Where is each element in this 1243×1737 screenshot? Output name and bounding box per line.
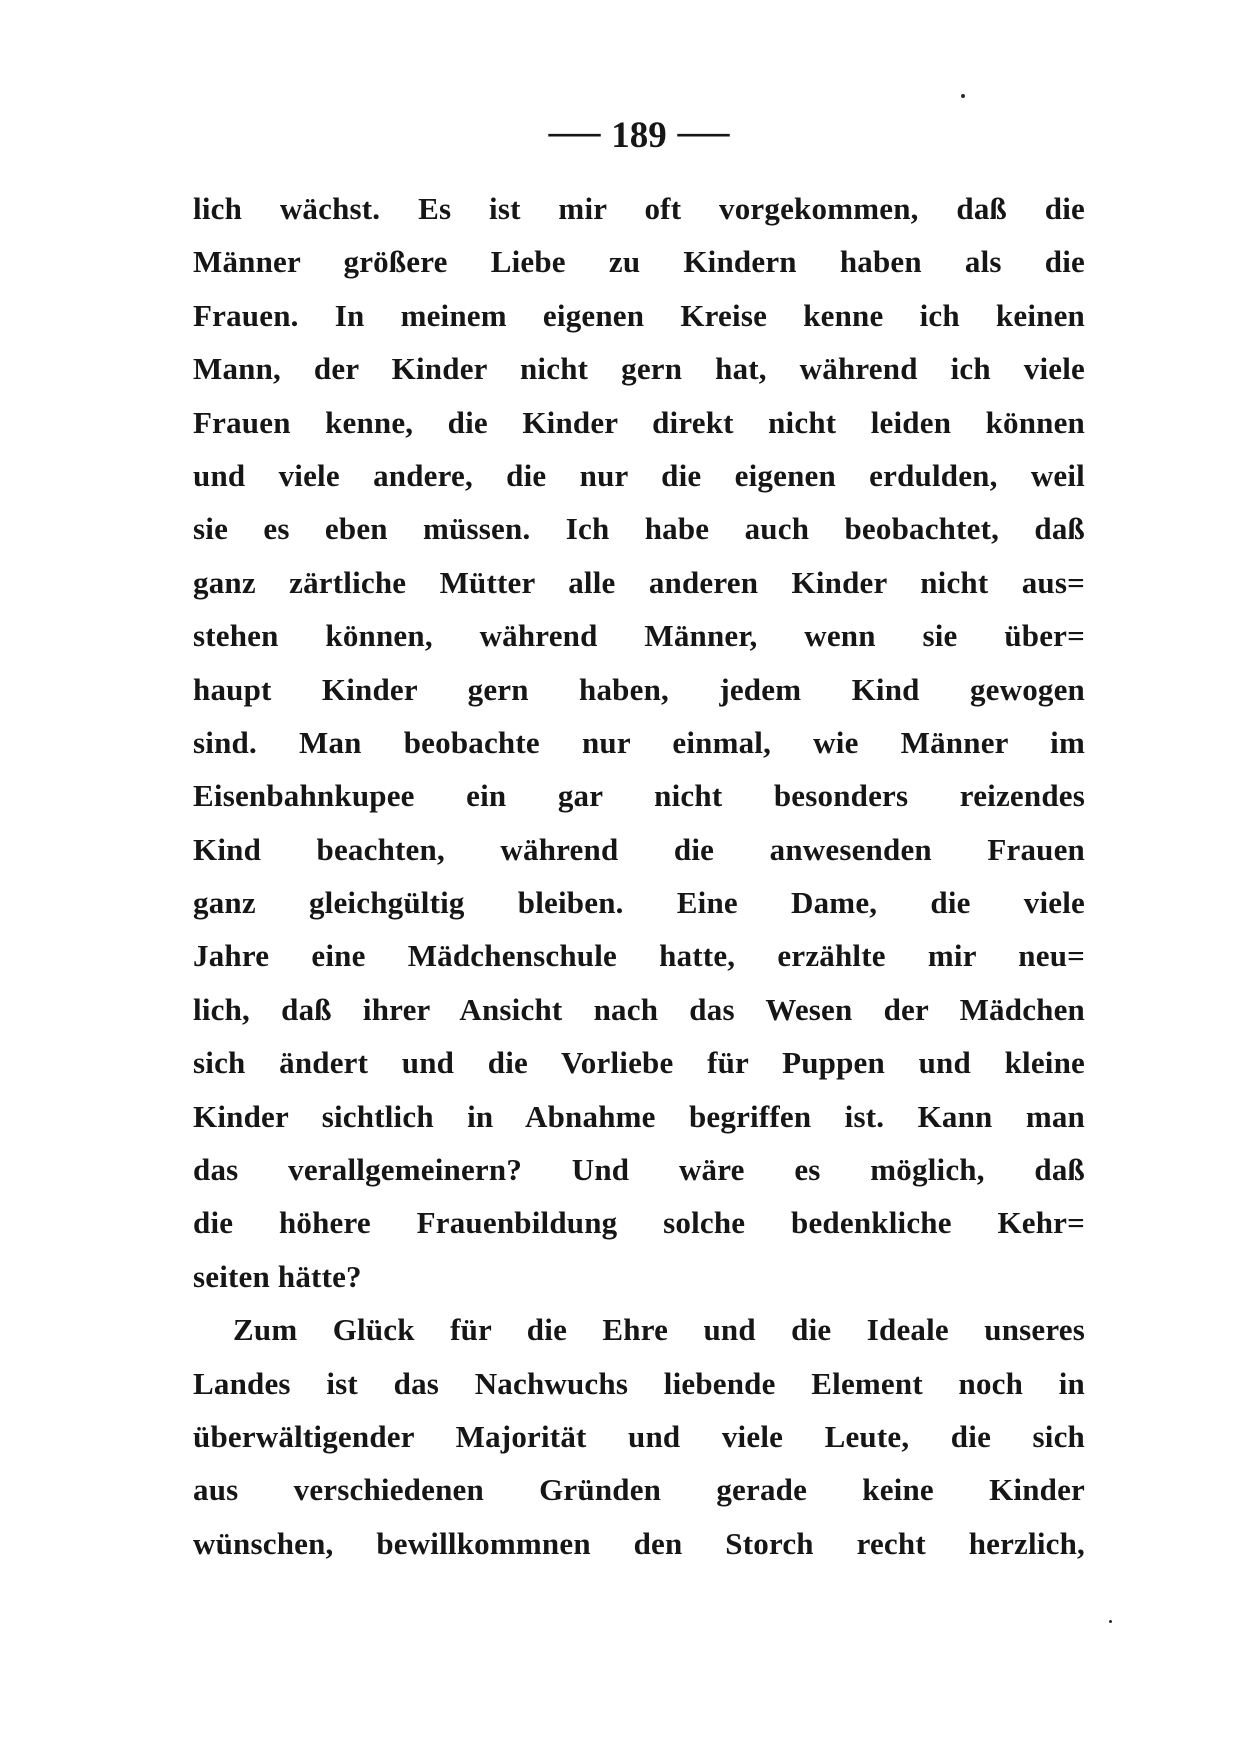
page-header xyxy=(193,114,1085,157)
scan-speck xyxy=(1109,1620,1112,1623)
text-column xyxy=(193,182,1085,1570)
text-line: sich ändert und die Vorliebe für Puppen und kleine xyxy=(193,1045,1085,1081)
page-number: 189 xyxy=(611,115,667,156)
text-line: ganz zärtliche Mütter alle anderen Kinder nicht aus= xyxy=(193,564,1085,600)
text-line: überwältigender Majorität und viele Leute, die sich xyxy=(193,1418,1085,1454)
text-line: ganz gleichgültig bleiben. Eine Dame, die viele xyxy=(193,885,1085,921)
text-line: Zum Glück für die Ehre und die Ideale unseres xyxy=(233,1312,1085,1348)
text-line: seiten hätte? xyxy=(193,1258,362,1294)
text-line: und viele andere, die nur die eigenen erdulden, weil xyxy=(193,457,1085,493)
text-line: haupt Kinder gern haben, jedem Kind gewogen xyxy=(193,671,1085,707)
text-line: Frauen. In meinem eigenen Kreise kenne ich keinen xyxy=(193,297,1085,333)
text-line: Eisenbahnkupee ein gar nicht besonders reizendes xyxy=(193,778,1085,814)
text-line: die höhere Frauenbildung solche bedenkliche Kehr= xyxy=(193,1205,1085,1241)
text-line: sie es eben müssen. Ich habe auch beobachtet, daß xyxy=(193,511,1085,547)
text-line: stehen können, während Männer, wenn sie über= xyxy=(193,618,1085,654)
text-line: Kind beachten, während die anwesenden Frauen xyxy=(193,831,1085,867)
text-line: Jahre eine Mädchenschule hatte, erzählte mir neu= xyxy=(193,938,1085,974)
text-line: lich, daß ihrer Ansicht nach das Wesen der Mädchen xyxy=(193,991,1085,1027)
text-line: das verallgemeinern? Und wäre es möglich, daß xyxy=(193,1152,1085,1188)
text-line: sind. Man beobachte nur einmal, wie Männer im xyxy=(193,724,1085,760)
text-line: Mann, der Kinder nicht gern hat, während ich viele xyxy=(193,351,1085,387)
text-line: Kinder sichtlich in Abnahme begriffen ist. Kann man xyxy=(193,1098,1085,1134)
header-dash-left: — xyxy=(548,112,601,153)
text-line: Landes ist das Nachwuchs liebende Element noch in xyxy=(193,1365,1085,1401)
text-line: Frauen kenne, die Kinder direkt nicht leiden können xyxy=(193,404,1085,440)
scan-speck xyxy=(961,94,965,98)
text-line: aus verschiedenen Gründen gerade keine Kinder xyxy=(193,1472,1085,1508)
header-dash-right: — xyxy=(677,112,730,153)
text-line: Männer größere Liebe zu Kindern haben als die xyxy=(193,244,1085,280)
text-line: wünschen, bewillkommnen den Storch recht herzlich, xyxy=(193,1525,1085,1561)
text-line: lich wächst. Es ist mir oft vorgekommen, daß die xyxy=(193,191,1085,226)
